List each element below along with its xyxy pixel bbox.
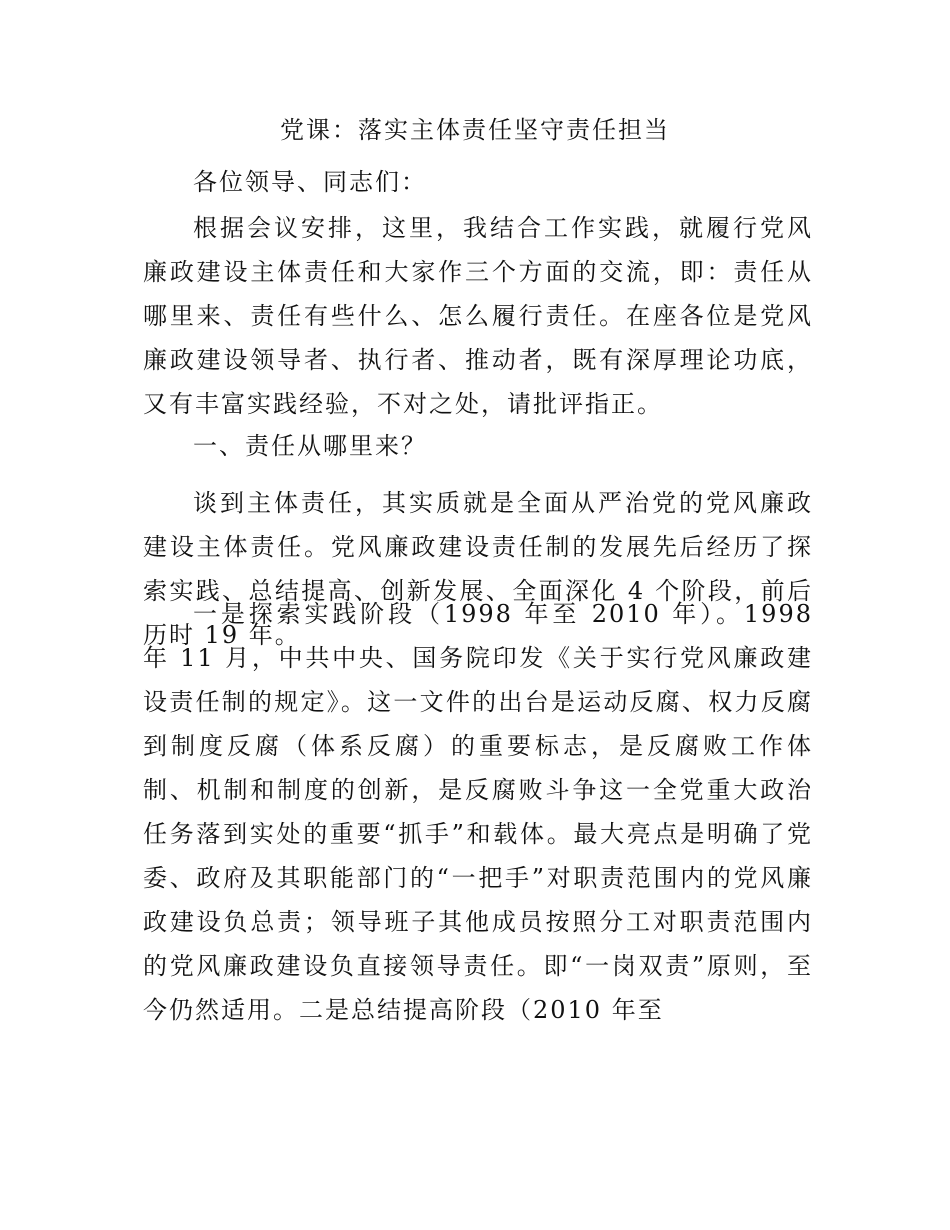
- document-title: 党课：落实主体责任坚守责任担当: [280, 116, 670, 144]
- section-heading: 一、责任从哪里来？: [193, 432, 427, 460]
- stage-paragraph: 一是探索实践阶段（1998 年至 2010 年）。1998 年 11 月，中共中央、国务院印发《关于实行党风廉政建设责任制的规定》。这一文件的出台是运动反腐、权力反腐到制度反腐（体系反腐）的重要标志，是反腐败工作体制、机制和制度的创新，是反腐败斗争这一全党重大政治任务落到实处的重要“抓手”和载体。最大亮点是明确了党委、政府及其职能部门的“一把手”对职责范围内的党风廉政建设负总责；领导班子其他成员按照分工对职责范围内的党风廉政建设负直接领导责任。即“一岗双责”原则，至今仍然适用。二是总结提高阶段（2010 年至: [143, 600, 813, 1024]
- section-paragraph: 谈到主体责任，其实质就是全面从严治党的党风廉政建设主体责任。党风廉政建设责任制的发展先后经历了探索实践、总结提高、创新发展、全面深化 4 个阶段，前后历时 19 年。: [143, 489, 813, 649]
- salutation-paragraph: 各位领导、同志们：: [193, 168, 427, 196]
- intro-paragraph: 根据会议安排，这里，我结合工作实践，就履行党风廉政建设主体责任和大家作三个方面的交流，即：责任从哪里来、责任有些什么、怎么履行责任。在座各位是党风廉政建设领导者、执行者、推动者，既有深厚理论功底，又有丰富实践经验，不对之处，请批评指正。: [143, 214, 813, 418]
